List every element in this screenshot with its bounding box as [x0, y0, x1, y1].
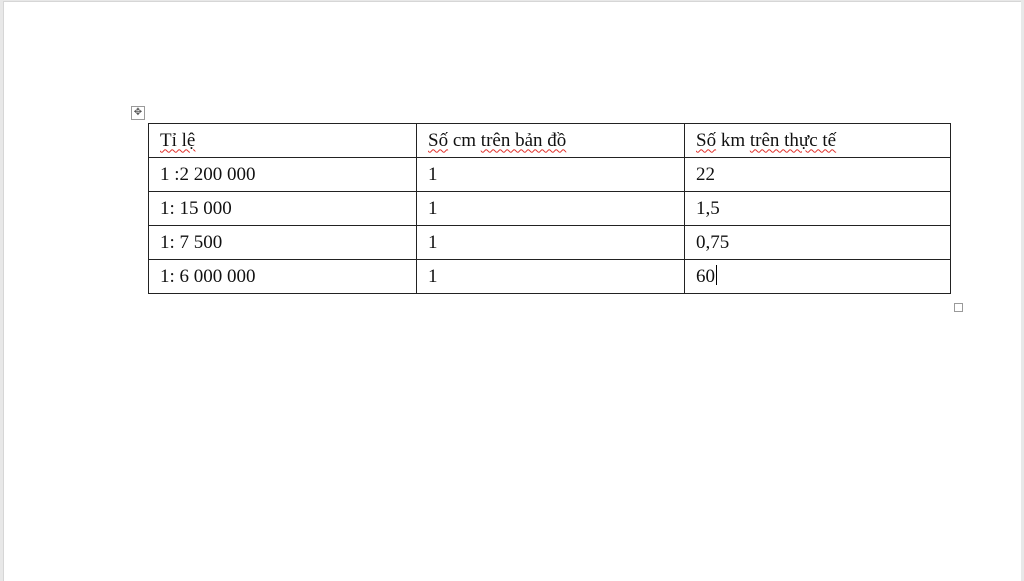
- cell-real-km[interactable]: [685, 158, 951, 192]
- cell-map-cm[interactable]: [417, 260, 685, 294]
- cell-real-km-text: 1,5: [696, 197, 720, 219]
- header-label-map-cm-unit: cm: [452, 129, 477, 151]
- table-header-row: [149, 124, 951, 158]
- cell-real-km[interactable]: [685, 260, 951, 294]
- cell-real-km-text: 22: [696, 163, 715, 185]
- cell-scale-text: 1: 6 000 000: [160, 265, 256, 287]
- header-cell-real-km[interactable]: [685, 124, 951, 158]
- table-move-handle-icon[interactable]: ✥: [131, 106, 145, 120]
- table-row: [149, 260, 951, 294]
- cell-scale[interactable]: [149, 226, 417, 260]
- cell-real-km-text: 0,75: [696, 231, 730, 253]
- header-label-map-cm-suffix: trên bản đồ: [480, 129, 567, 151]
- cell-real-km-text: 60: [696, 266, 715, 287]
- document-page[interactable]: [3, 1, 1021, 581]
- scale-conversion-table[interactable]: [148, 123, 951, 294]
- cell-map-cm[interactable]: [417, 226, 685, 260]
- cell-scale-text: 1: 15 000: [160, 197, 232, 219]
- header-label-real-km-suffix: trên thực tế: [749, 129, 837, 151]
- cell-map-cm-text: 1: [428, 265, 438, 287]
- header-label-map-cm-prefix: Số: [428, 129, 449, 151]
- table-resize-handle-icon[interactable]: [954, 303, 963, 312]
- cell-map-cm[interactable]: [417, 192, 685, 226]
- cell-real-km[interactable]: [685, 192, 951, 226]
- cell-map-cm-text: 1: [428, 197, 438, 219]
- header-label-scale: Tỉ lệ: [160, 129, 196, 151]
- cell-scale[interactable]: [149, 158, 417, 192]
- table-row: [149, 226, 951, 260]
- cell-scale-text: 1 :2 200 000: [160, 163, 256, 185]
- cell-map-cm-text: 1: [428, 163, 438, 185]
- cell-map-cm-text: 1: [428, 231, 438, 253]
- table-row: [149, 158, 951, 192]
- header-cell-scale[interactable]: [149, 124, 417, 158]
- cell-map-cm[interactable]: [417, 158, 685, 192]
- cell-real-km[interactable]: [685, 226, 951, 260]
- header-label-real-km-prefix: Số: [696, 129, 717, 151]
- table-row: [149, 192, 951, 226]
- text-cursor: [716, 265, 717, 285]
- cell-scale[interactable]: [149, 260, 417, 294]
- cell-scale-text: 1: 7 500: [160, 231, 223, 253]
- cell-scale[interactable]: [149, 192, 417, 226]
- header-cell-map-cm[interactable]: [417, 124, 685, 158]
- header-label-real-km-unit: km: [720, 129, 746, 151]
